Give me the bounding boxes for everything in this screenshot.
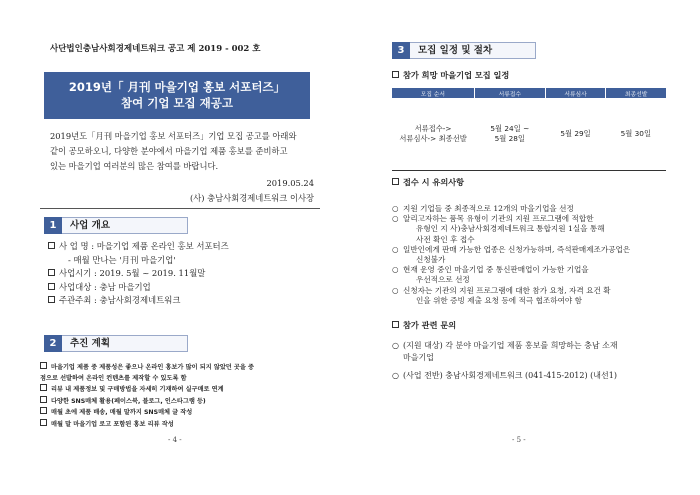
checkbox-icon xyxy=(48,296,55,303)
plan-item: 매월 말 마을기업 로고 포함된 홍보 리뷰 작성 xyxy=(40,419,320,431)
note-item-continued: 우선적으로 선정 xyxy=(416,275,470,285)
schedule-heading: 참가 희망 마을기업 모집 일정 xyxy=(392,70,509,81)
section-number: 2 xyxy=(44,335,62,352)
checkbox-icon xyxy=(40,362,47,369)
table-cell: 서류접수-> 서류심사-> 최종선발 xyxy=(392,98,474,170)
checkbox-icon xyxy=(48,242,55,249)
section-2-header xyxy=(44,335,188,352)
intro-line: 2019년도「月刊 마을기업 홍보 서포터즈」기업 모집 공고를 아래와 xyxy=(50,131,297,141)
table-row xyxy=(392,98,666,170)
plan-item: 리뷰 내 제품정보 및 구매방법을 자세히 기재하여 실구매로 연계 xyxy=(40,384,320,396)
inquiry-heading: 참가 관련 문의 xyxy=(392,320,456,331)
checkbox-icon xyxy=(40,419,47,426)
page-number: - 5 - xyxy=(512,436,526,444)
table-header: 모집 순서 xyxy=(392,88,474,98)
divider xyxy=(40,208,320,209)
section-title: 모집 일정 및 절차 xyxy=(410,42,536,59)
overview-item: 사업대상 : 충남 마을기업 xyxy=(48,281,229,295)
note-item: ○ 알리고자하는 품목 유형이 기관의 지원 프로그램에 적합한 xyxy=(392,214,594,224)
title-line-1: 2019년「 月刊 마을기업 홍보 서포터즈」 xyxy=(68,80,286,94)
section-number: 1 xyxy=(44,217,62,234)
checkbox-icon xyxy=(40,407,47,414)
title-line-2: 참여 기업 모집 재공고 xyxy=(121,96,233,110)
checkbox-icon xyxy=(48,283,55,290)
inquiry-list xyxy=(392,340,682,388)
plan-list xyxy=(40,362,320,431)
page-number: - 4 - xyxy=(168,436,182,444)
schedule-table xyxy=(392,88,666,171)
checkbox-icon xyxy=(392,71,399,78)
bullet-icon: ○ xyxy=(392,265,399,275)
section-title: 추진 계획 xyxy=(62,335,188,352)
note-item: ○ 현재 운영 중인 마을기업 중 통신판매업이 가능한 기업을 xyxy=(392,265,589,275)
bullet-icon: ○ xyxy=(392,341,399,350)
section-1-header xyxy=(44,217,188,234)
note-item-continued: 신청불가 xyxy=(416,255,446,265)
section-number: 3 xyxy=(392,42,410,59)
table-header-row xyxy=(392,88,666,98)
inquiry-item: ○ (사업 전반) 충남사회경제네트워크 (041-415-2012) (내선1) xyxy=(392,371,617,380)
notes-heading: 접수 시 유의사항 xyxy=(392,177,464,188)
announcement-title xyxy=(44,72,310,119)
intro-line: 있는 마을기업 여러분의 많은 참여를 바랍니다. xyxy=(50,161,219,171)
overview-item: 사 업 명 : 마을기업 제품 온라인 홍보 서포터즈 xyxy=(48,240,229,254)
plan-item: 다양한 SNS매체 활용(페이스북, 블로그, 인스타그램 등) xyxy=(40,396,320,408)
note-item-continued: 유형인 지 사)충남사회경제네트워크 통합지원 1실을 통해 xyxy=(416,224,605,234)
checkbox-icon xyxy=(48,269,55,276)
section-title: 사업 개요 xyxy=(62,217,188,234)
intro-line: 같이 공모하오니, 다양한 분야에서 마을기업 제품 홍보를 준비하고 xyxy=(50,146,288,156)
table-cell: 5월 29일 xyxy=(545,98,605,170)
checkbox-icon xyxy=(392,178,399,185)
plan-item: 매월 초에 제품 배송, 매월 말까지 SNS매체 글 작성 xyxy=(40,407,320,419)
note-item: ○ 지원 기업들 중 최종적으로 12개의 마을기업을 선정 xyxy=(392,204,574,213)
table-cell: 5월 24일 ~ 5월 28일 xyxy=(474,98,545,170)
bullet-icon: ○ xyxy=(392,214,399,224)
issuing-organization: (사) 충남사회경제네트워크 이사장 xyxy=(190,193,314,203)
plan-item: 마을기업 제품 중 제품성은 좋으나 온라인 홍보가 많이 되지 않았던 곳을 중 xyxy=(40,362,320,374)
inquiry-item: ○ (지원 대상) 각 분야 마을기업 제품 홍보를 희망하는 충남 소재 마을기업 xyxy=(392,341,618,362)
checkbox-icon xyxy=(392,321,399,328)
table-cell: 5월 30일 xyxy=(606,98,666,170)
note-item-continued: 인을 위한 증빙 제출 요청 등에 적극 협조하여야 함 xyxy=(416,295,583,305)
notice-number: 사단법인충남사회경제네트워크 공고 제 2019 - 002 호 xyxy=(50,44,261,54)
note-item-continued: 사전 확인 후 접수 xyxy=(416,234,475,244)
checkbox-icon xyxy=(40,384,47,391)
table-header: 서류심사 xyxy=(545,88,605,98)
bullet-icon: ○ xyxy=(392,244,399,254)
overview-list xyxy=(48,240,229,308)
announcement-date: 2019.05.24 xyxy=(266,178,314,188)
overview-item: - 매월 만나는 '月刊 마을기업' xyxy=(68,254,176,265)
table-header: 서류접수 xyxy=(474,88,545,98)
checkbox-icon xyxy=(40,396,47,403)
table-header: 최종선발 xyxy=(606,88,666,98)
intro-paragraph xyxy=(44,129,314,174)
plan-item-continued: 점으로 선발하여 온라인 컨텐츠를 제작할 수 있도록 함 xyxy=(40,374,187,382)
note-item: ○ 신청자는 기관의 지원 프로그램에 대한 참가 요청, 자격 요건 확 xyxy=(392,285,611,295)
notes-list xyxy=(392,204,682,306)
section-3-header xyxy=(392,42,536,59)
bullet-icon: ○ xyxy=(392,204,399,213)
overview-item: 사업시기 : 2019. 5월 ~ 2019. 11월말 xyxy=(48,267,229,281)
bullet-icon: ○ xyxy=(392,285,399,295)
bullet-icon: ○ xyxy=(392,371,399,380)
note-item: ○ 일반인에게 판매 가능한 업종은 신청가능하며, 즉석판매제조가공업은 xyxy=(392,244,631,254)
overview-item: 주관주최 : 충남사회경제네트워크 xyxy=(48,294,229,308)
